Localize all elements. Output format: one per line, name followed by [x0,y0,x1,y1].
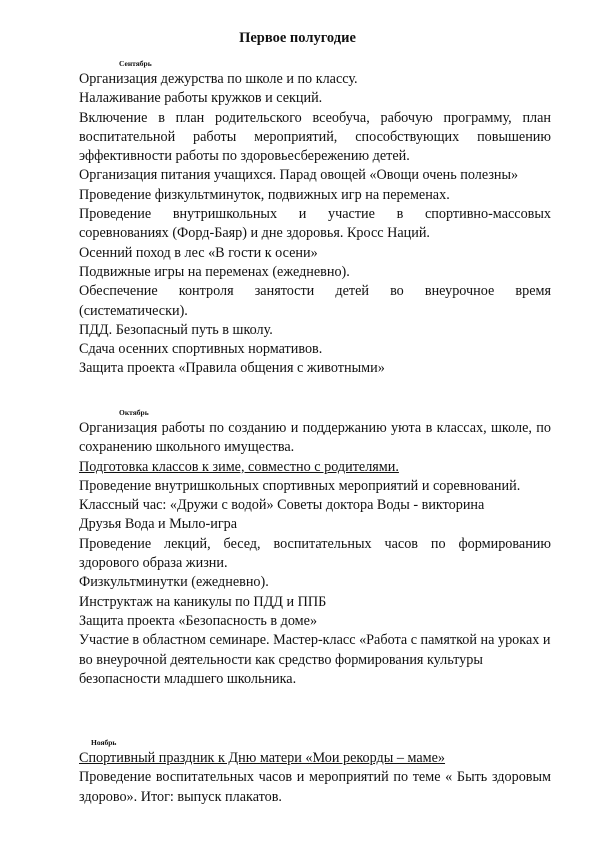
section-september [79,70,551,379]
paragraph: Проведение воспитательных часов и мероприятий по теме « Быть здоровым здорово». Итог: выпуск плакатов. [79,769,551,805]
section-november [79,749,551,807]
paragraph: Организация питания учащихся. Парад овощей «Овощи очень полезны» [79,167,519,184]
paragraph: Обеспечение контроля занятости детей во внеурочное время (систематически). [79,283,551,319]
paragraph: Сдача осенних спортивных нормативов. [79,341,323,358]
paragraph: ПДД. Безопасный путь в школу. [79,321,273,338]
paragraph: Защита проекта «Правила общения с животными» [79,360,385,377]
paragraph: Физкультминутки (ежедневно). [79,574,269,591]
paragraph: Включение в план родительского всеобуча, рабочую программу, план воспитательной работы мероприятий, способствующих повышению эффективности работы по здоровьесбережению детей. [79,109,551,165]
section-october [79,419,551,689]
paragraph: Подвижные игры на переменах (ежедневно). [79,263,350,280]
paragraph: Классный час: «Дружи с водой» Советы доктора Воды - викторина [79,497,485,514]
paragraph: Участие в областном семинаре. Мастер-класс «Работа с памяткой на уроках и во внеурочной деятельности как средство формирования культуры безопасности младшего школьника. [79,632,551,687]
paragraph: Проведение физкультминуток, подвижных игр на переменах. [79,186,450,203]
paragraph: Организация работы по созданию и поддержанию уюта в классах, школе, по сохранению школьного имущества. [79,420,551,456]
paragraph: Защита проекта «Безопасность в доме» [79,612,318,629]
page-title: Первое полугодие [239,30,356,46]
month-heading-october: Октябрь [119,408,149,417]
paragraph: Спортивный праздник к Дню матери «Мои рекорды – маме» [79,750,446,766]
month-heading-november: Ноябрь [91,738,117,747]
paragraph: Проведение внутришкольных спортивных мероприятий и соревнований. [79,477,521,494]
paragraph: Проведение лекций, бесед, воспитательных часов по формированию здорового образа жизни. [79,535,551,572]
paragraph: Инструктаж на каникулы по ПДД и ППБ [79,593,327,610]
paragraph: Организация дежурства по школе и по классу. [79,71,358,87]
paragraph: Налаживание работы кружков и секций. [79,90,323,107]
paragraph: Проведение внутришкольных и участие в спортивно-массовых соревнованиях (Форд-Баяр) и дне здоровья. Кросс Наций. [79,206,551,242]
month-heading-september: Сентябрь [119,59,152,68]
paragraph: Осенний поход в лес «В гости к осени» [79,244,318,261]
paragraph: Друзья Вода и Мыло-игра [79,516,238,533]
paragraph: Подготовка классов к зиме, совместно с родителями. [79,458,399,475]
